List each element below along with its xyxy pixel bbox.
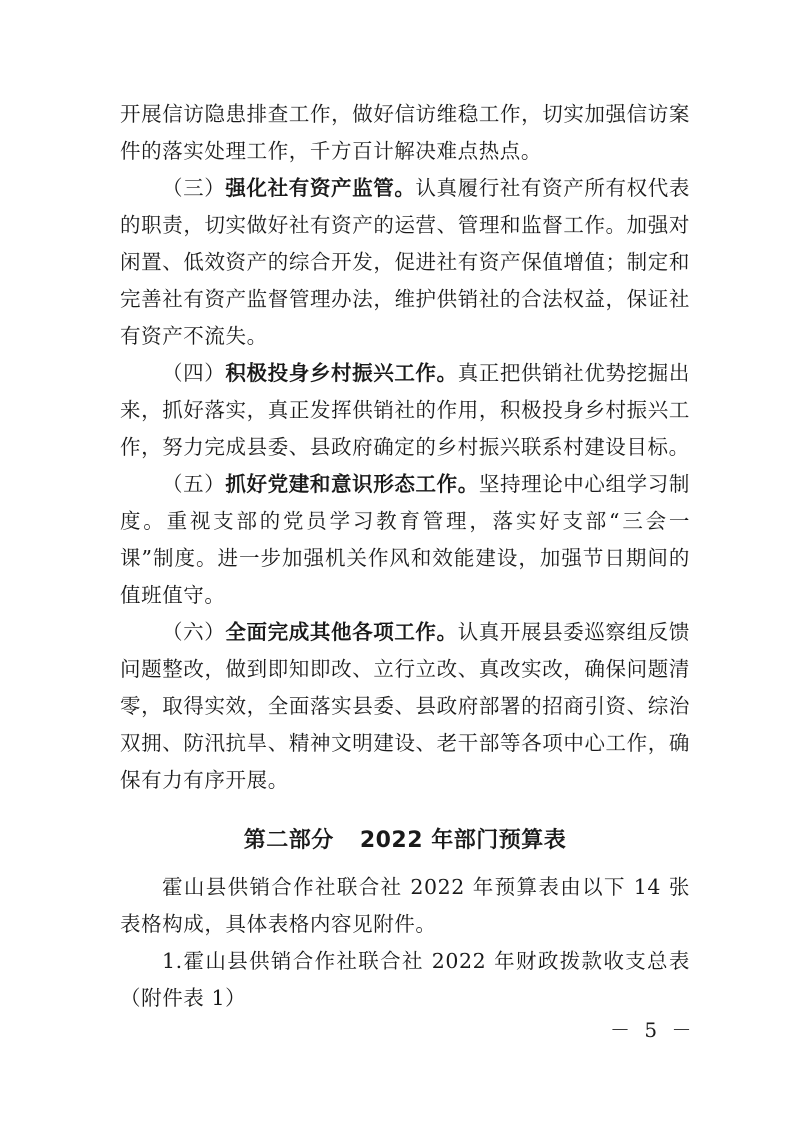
paragraph-body: 认真履行社有资产所有权代表的职责，切实做好社有资产的运营、管理和监督工作。加强对闲置、低效资产的综合开发，促进社有资产保值增值；制定和完善社有资产监督管理办法，维护供销社的合法权益，保证社有资产不流失。	[120, 176, 690, 348]
paragraph-body: 坚持理论中心组学习制度。重视支部的党员学习教育管理，落实好支部“三会一课”制度。进一步加强机关作风和效能建设，加强节日期间的值班值守。	[120, 472, 691, 607]
page-number: － 5 －	[610, 1018, 696, 1042]
section-part: 第二部分	[243, 828, 334, 853]
paragraph-heading: 抓好党建和意识形态工作。	[225, 472, 479, 496]
paragraph-rural-revitalization	[120, 355, 690, 466]
paragraph-body: 开展信访隐患排查工作，做好信访维稳工作，切实加强信访案件的落实处理工作，千方百计解决难点热点。	[120, 102, 690, 163]
paragraph-body: 霍山县供销合作社联合社 2022 年预算表由以下 14 张表格构成，具体表格内容见附件。	[120, 875, 690, 936]
paragraph-party-building	[120, 466, 690, 614]
section-heading: 2022 年部门预算表	[359, 828, 567, 853]
paragraph-other-work	[120, 614, 690, 799]
paragraph-budget-intro	[120, 869, 690, 943]
paragraph-body: 真正把供销社优势挖掘出来，抓好落实，真正发挥供销社的作用，积极投身乡村振兴工作，努力完成县委、县政府确定的乡村振兴联系村建设目标。	[120, 361, 690, 459]
paragraph-heading: 全面完成其他各项工作。	[225, 620, 458, 644]
paragraph-prefix: （四）	[162, 361, 226, 385]
paragraph-assets-supervision	[120, 170, 690, 355]
paragraph-heading: 积极投身乡村振兴工作。	[225, 361, 458, 385]
paragraph-body: 1.霍山县供销合作社联合社 2022 年财政拨款收支总表（附件表 1）	[120, 949, 690, 1010]
paragraph-prefix: （五）	[162, 472, 226, 496]
paragraph-continuation	[120, 96, 690, 170]
paragraph-body: 认真开展县委巡察组反馈问题整改，做到即知即改、立行立改、真改实改，确保问题清零，取得实效，全面落实县委、县政府部署的招商引资、综治双拥、防汛抗旱、精神文明建设、老干部等各项中心工作，确保有力有序开展。	[120, 620, 690, 792]
paragraph-budget-item-1	[120, 943, 690, 1017]
paragraph-prefix: （三）	[162, 176, 226, 200]
paragraph-heading: 强化社有资产监管。	[225, 176, 416, 200]
document-page	[120, 96, 690, 1017]
paragraph-prefix: （六）	[162, 620, 226, 644]
section-title	[120, 821, 690, 861]
